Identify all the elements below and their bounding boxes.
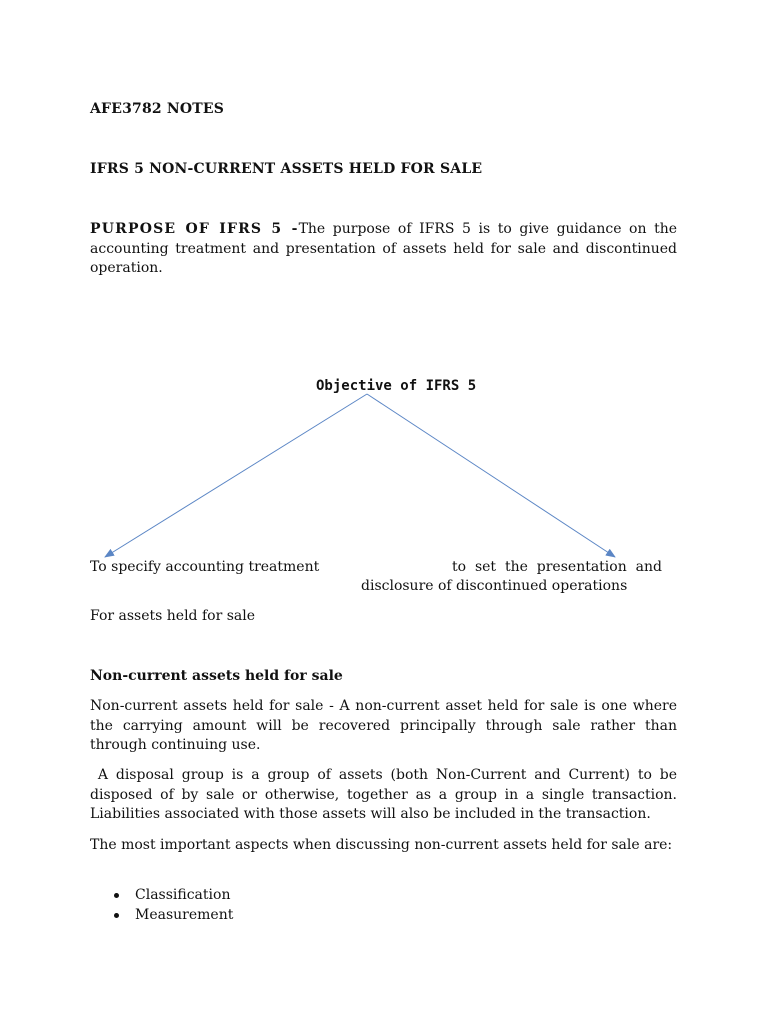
list-item <box>90 886 233 906</box>
purpose-text: The purpose of IFRS 5 is to give guidance on the accounting treatment and presentation of assets held for sale and discontinued operation. <box>90 221 677 276</box>
paragraph-disposal-group: A disposal group is a group of assets (both Non-Current and Current) to be disposed of by sale or otherwise, together as a group in a single transaction. Liabilities associated with those assets will also be included in the transaction. <box>90 767 682 822</box>
left-branch-arrow <box>105 394 367 557</box>
aspects-list <box>90 886 233 926</box>
purpose-paragraph <box>90 220 677 279</box>
diagram-title: Objective of IFRS 5 <box>316 378 477 394</box>
right-branch-arrow <box>367 394 615 557</box>
bullet-icon <box>114 913 119 918</box>
right-branch-text-line2: disclosure of discontinued operations <box>361 578 628 594</box>
right-branch-text-line1: to set the presentation and <box>452 559 662 575</box>
notes-title: AFE3782 NOTES <box>90 101 225 117</box>
purpose-label: PURPOSE OF IFRS 5 - <box>90 221 299 237</box>
paragraph-aspects: The most important aspects when discussing non-current assets held for sale are: <box>90 837 673 853</box>
left-branch-text-line2: For assets held for sale <box>90 608 256 624</box>
list-item-label: Measurement <box>135 907 234 923</box>
list-item-label: Classification <box>135 887 231 903</box>
left-branch-text: To specify accounting treatment <box>90 559 320 575</box>
paragraph-definition: Non-current assets held for sale - A non-current asset held for sale is one where the carrying amount will be recovered principally through sale rather than through continuing use. <box>90 698 677 753</box>
subheading: Non-current assets held for sale <box>90 668 343 684</box>
list-item <box>90 906 233 926</box>
section-title: IFRS 5 NON-CURRENT ASSETS HELD FOR SALE <box>90 161 483 177</box>
bullet-icon <box>114 893 119 898</box>
